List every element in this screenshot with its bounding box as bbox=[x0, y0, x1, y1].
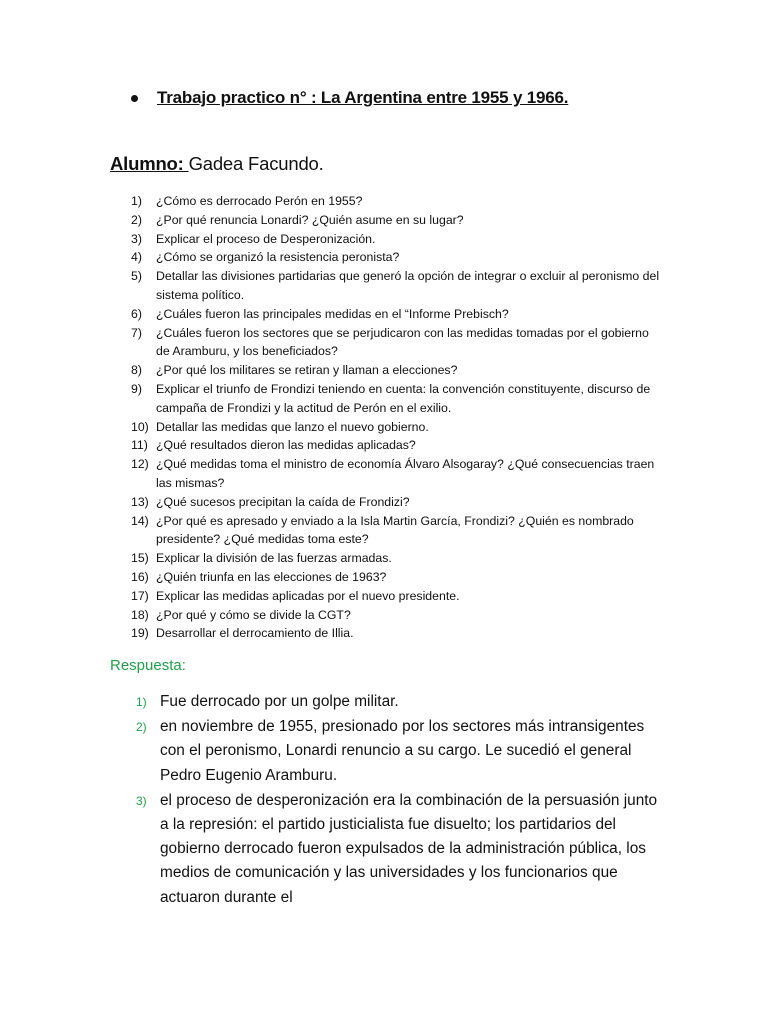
question-item bbox=[131, 305, 661, 324]
question-number: 10) bbox=[131, 419, 149, 434]
document-title: Trabajo practico n° : La Argentina entre 1955 y 1966. bbox=[157, 88, 569, 107]
answer-text: el proceso de desperonización era la combinación de la persuasión junto a la represión: el partido justicialista fue disuelto; los partidarios del gobierno derrocado fueron expulsados de la administración pública, los medios de comunicación y las universidades y los funcionarios que actuaron durante el bbox=[160, 791, 658, 906]
question-item bbox=[131, 587, 661, 606]
question-number: 12) bbox=[131, 457, 149, 472]
student-line bbox=[110, 153, 324, 175]
question-item bbox=[131, 267, 661, 305]
question-item bbox=[131, 324, 661, 362]
answer-number: 1) bbox=[136, 695, 147, 709]
question-item bbox=[131, 361, 661, 380]
answer-heading: Respuesta: bbox=[110, 657, 186, 674]
answer-number: 3) bbox=[136, 793, 147, 808]
question-text: ¿Qué resultados dieron las medidas aplicadas? bbox=[156, 438, 416, 453]
question-item bbox=[131, 436, 661, 455]
question-text: Desarrollar el derrocamiento de Illia. bbox=[156, 626, 354, 641]
question-item bbox=[131, 418, 661, 437]
question-text: Detallar las medidas que lanzo el nuevo gobierno. bbox=[156, 419, 429, 434]
bullet-icon bbox=[131, 95, 138, 102]
question-number: 2) bbox=[131, 212, 142, 227]
question-text: ¿Por qué renuncia Lonardi? ¿Quién asume en su lugar? bbox=[156, 212, 464, 227]
answer-text: Fue derrocado por un golpe militar. bbox=[160, 693, 399, 710]
question-number: 19) bbox=[131, 626, 149, 641]
question-number: 8) bbox=[131, 363, 142, 378]
question-item bbox=[131, 248, 661, 267]
question-number: 6) bbox=[131, 306, 142, 321]
question-text: Detallar las divisiones partidarias que generó la opción de integrar o excluir al peronismo del sistema político. bbox=[156, 269, 660, 302]
question-number: 9) bbox=[131, 381, 142, 396]
question-number: 17) bbox=[131, 588, 149, 603]
question-number: 4) bbox=[131, 250, 142, 265]
question-item bbox=[131, 493, 661, 512]
question-text: Explicar las medidas aplicadas por el nuevo presidente. bbox=[156, 588, 460, 603]
question-text: ¿Cómo es derrocado Perón en 1955? bbox=[156, 194, 363, 208]
question-item bbox=[131, 211, 661, 230]
question-text: Explicar el proceso de Desperonización. bbox=[156, 231, 376, 246]
question-text: ¿Cuáles fueron las principales medidas en el “Informe Prebisch? bbox=[156, 306, 509, 321]
question-item bbox=[131, 380, 661, 418]
answer-text: en noviembre de 1955, presionado por los sectores más intransigentes con el peronismo, Lonardi renuncio a su cargo. Le sucedió el general Pedro Eugenio Aramburu. bbox=[160, 718, 645, 784]
question-item bbox=[131, 230, 661, 249]
question-text: ¿Quién triunfa en las elecciones de 1963? bbox=[156, 569, 387, 584]
student-name: Gadea Facundo. bbox=[188, 153, 324, 174]
question-number: 15) bbox=[131, 551, 149, 566]
question-text: ¿Cómo se organizó la resistencia peronista? bbox=[156, 250, 400, 265]
question-text: ¿Qué medidas toma el ministro de economía Álvaro Alsogaray? ¿Qué consecuencias traen las mismas? bbox=[156, 457, 655, 490]
question-number: 18) bbox=[131, 607, 149, 622]
question-item bbox=[131, 624, 661, 643]
question-text: Explicar el triunfo de Frondizi teniendo en cuenta: la convención constituyente, discurso de campaña de Frondizi y la actitud de Perón en el exilio. bbox=[156, 381, 651, 415]
question-text: ¿Por qué los militares se retiran y llaman a elecciones? bbox=[156, 363, 458, 378]
question-item bbox=[131, 455, 661, 493]
question-number: 3) bbox=[131, 231, 142, 246]
question-number: 13) bbox=[131, 494, 149, 509]
student-label: Alumno: bbox=[110, 153, 189, 174]
question-list bbox=[131, 192, 661, 643]
question-item bbox=[131, 568, 661, 587]
question-item bbox=[131, 512, 661, 550]
title-row bbox=[131, 88, 568, 108]
answer-item bbox=[136, 715, 661, 788]
question-item bbox=[131, 192, 661, 211]
answer-number: 2) bbox=[136, 720, 147, 735]
question-text: ¿Por qué y cómo se divide la CGT? bbox=[156, 607, 351, 622]
question-text: ¿Qué sucesos precipitan la caída de Frondizi? bbox=[156, 494, 410, 509]
question-number: 16) bbox=[131, 569, 149, 584]
question-number: 5) bbox=[131, 269, 142, 284]
question-text: ¿Cuáles fueron los sectores que se perjudicaron con las medidas tomadas por el gobierno de Aramburu, y los beneficiados? bbox=[156, 325, 649, 359]
question-item bbox=[131, 549, 661, 568]
answer-item bbox=[136, 789, 661, 910]
question-number: 7) bbox=[131, 325, 142, 340]
answer-item bbox=[136, 690, 661, 714]
answer-list bbox=[136, 690, 661, 911]
question-item bbox=[131, 606, 661, 625]
question-text: Explicar la división de las fuerzas armadas. bbox=[156, 551, 392, 566]
question-number: 11) bbox=[131, 438, 148, 453]
question-number: 14) bbox=[131, 513, 149, 528]
question-number: 1) bbox=[131, 194, 142, 208]
question-text: ¿Por qué es apresado y enviado a la Isla Martin García, Frondizi? ¿Quién es nombrado presidente? ¿Qué medidas toma este? bbox=[156, 513, 634, 547]
